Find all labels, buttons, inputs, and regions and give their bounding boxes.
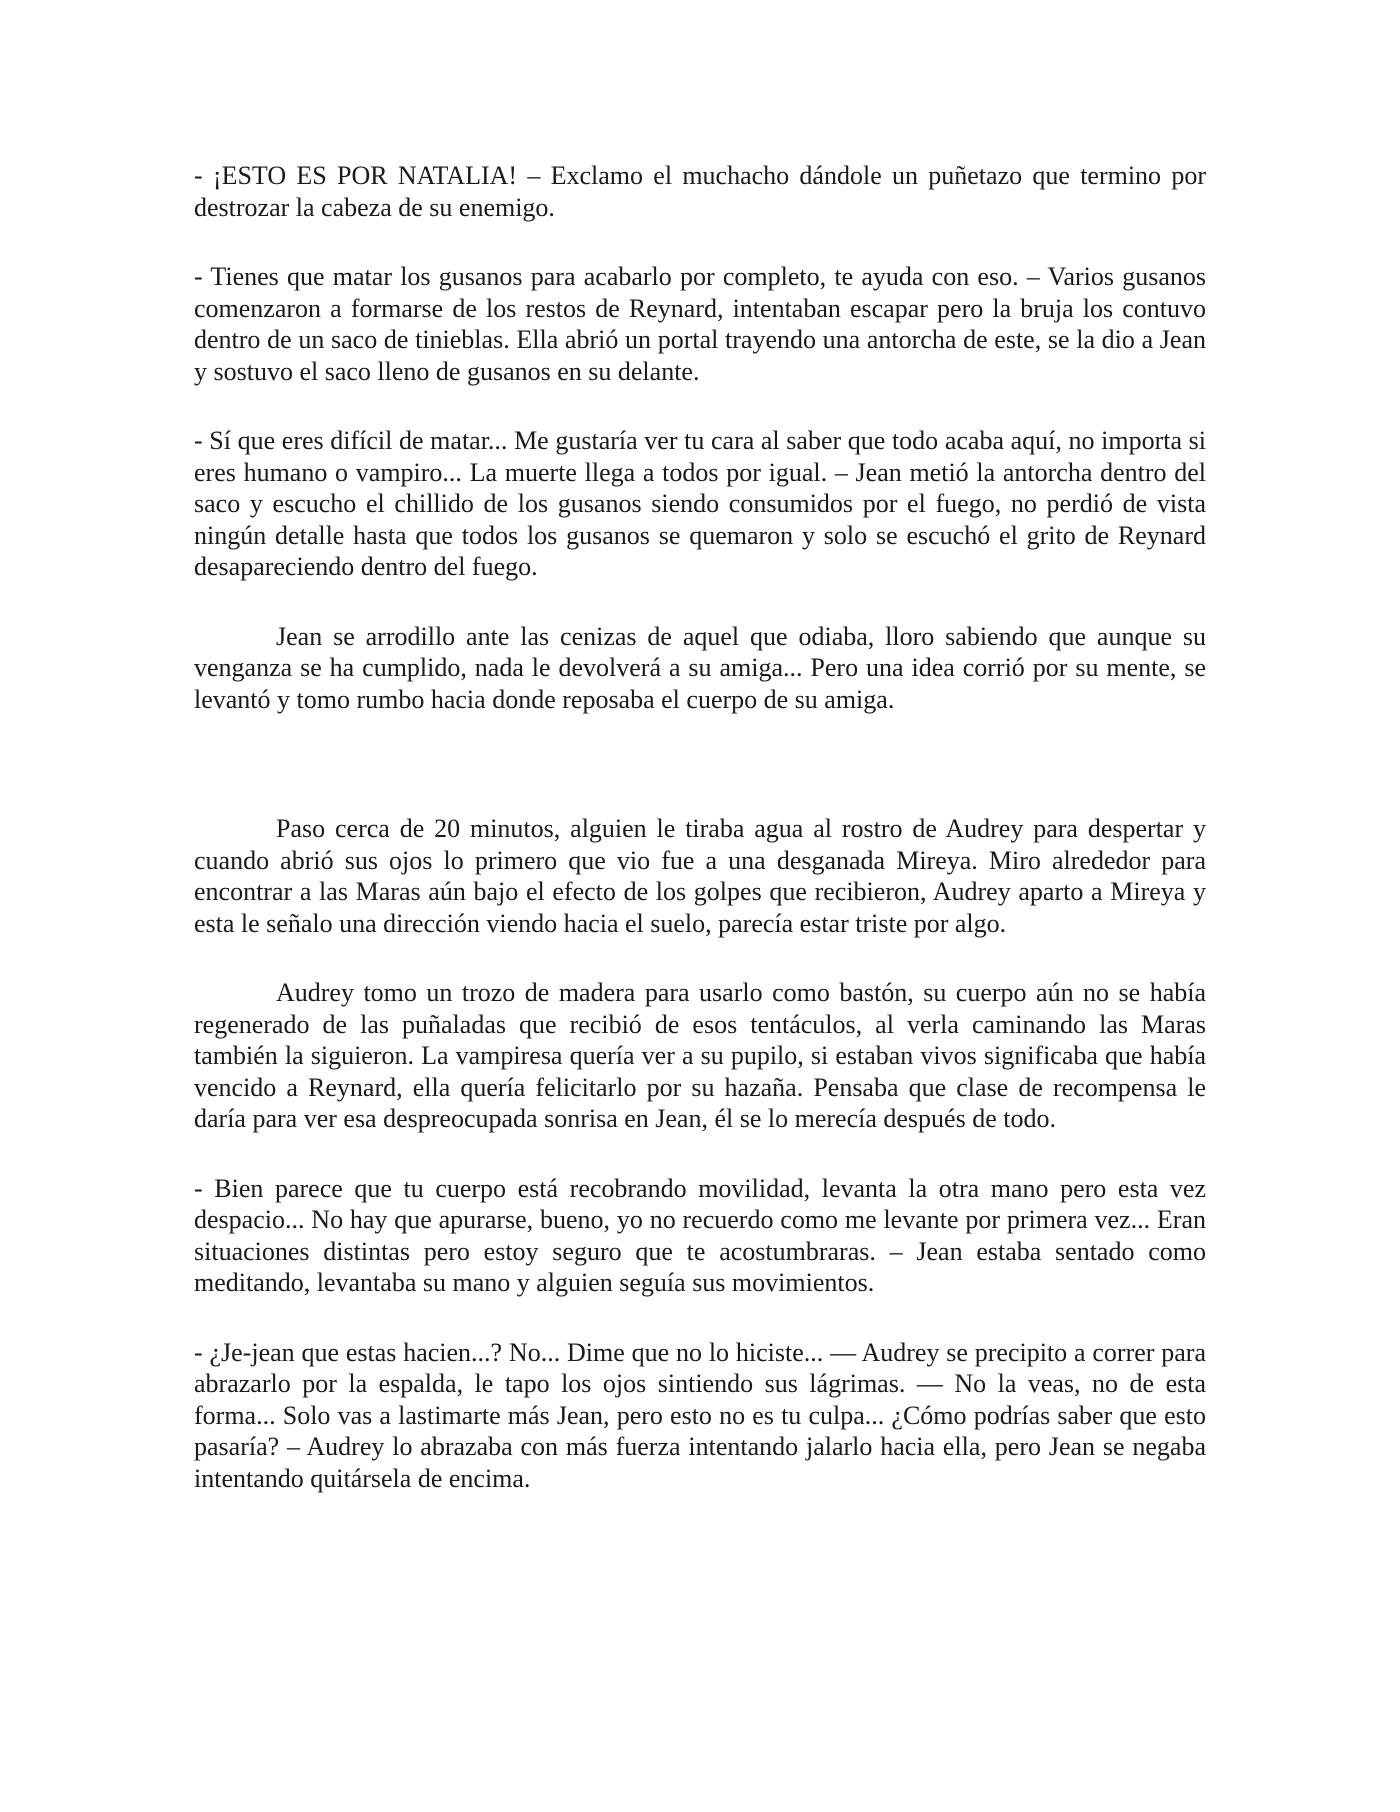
paragraph-6: Audrey tomo un trozo de madera para usarlo como bastón, su cuerpo aún no se había regenerado de las puñaladas que recibió de esos tentáculos, al verla caminando las Maras también la siguieron. La vampiresa quería ver a su pupilo, si estaban vivos significaba que había vencido a Reynard, ella quería felicitarlo por su hazaña. Pensaba que clase de recompensa le daría para ver esa despreocupada sonrisa en Jean, él se lo merecía después de todo. <box>194 978 1206 1133</box>
paragraph-3: - Sí que eres difícil de matar... Me gustaría ver tu cara al saber que todo acaba aquí, no importa si eres humano o vampiro... La muerte llega a todos por igual. – Jean metió la antorcha dentro del saco y escucho el chillido de los gusanos siendo consumidos por el fuego, no perdió de vista ningún detalle hasta que todos los gusanos se quemaron y solo se escuchó el grito de Reynard desapareciendo dentro del fuego. <box>194 426 1206 581</box>
paragraph-8: - ¿Je-jean que estas hacien...? No... Dime que no lo hiciste... — Audrey se precipito a correr para abrazarlo por la espalda, le tapo los ojos sintiendo sus lágrimas. — No la veas, no de esta forma... Solo vas a lastimarte más Jean, pero esto no es tu culpa... ¿Cómo podrías saber que esto pasaría? – Audrey lo abrazaba con más fuerza intentando jalarlo hacia ella, pero Jean se negaba intentando quitársela de encima. <box>194 1337 1206 1493</box>
paragraph-4: Jean se arrodillo ante las cenizas de aquel que odiaba, lloro sabiendo que aunque su venganza se ha cumplido, nada le devolverá a su amiga... Pero una idea corrió por su mente, se levantó y tomo rumbo hacia donde reposaba el cuerpo de su amiga. <box>194 621 1206 714</box>
paragraph-1: - ¡ESTO ES POR NATALIA! – Exclamo el muchacho dándole un puñetazo que termino por destrozar la cabeza de su enemigo. <box>194 161 1206 222</box>
document-body <box>194 160 1206 1532</box>
paragraph-5: Paso cerca de 20 minutos, alguien le tiraba agua al rostro de Audrey para despertar y cuando abrió sus ojos lo primero que vio fue a una desganada Mireya. Miro alrededor para encontrar a las Maras aún bajo el efecto de los golpes que recibieron, Audrey aparto a Mireya y esta le señalo una dirección viendo hacia el suelo, parecía estar triste por algo. <box>194 814 1206 938</box>
section-break <box>194 753 1206 813</box>
paragraph-7: - Bien parece que tu cuerpo está recobrando movilidad, levanta la otra mano pero esta vez despacio... No hay que apurarse, bueno, yo no recuerdo como me levante por primera vez... Eran situaciones distintas pero estoy seguro que te acostumbraras. – Jean estaba sentado como meditando, levantaba su mano y alguien seguía sus movimientos. <box>194 1173 1206 1297</box>
paragraph-2: - Tienes que matar los gusanos para acabarlo por completo, te ayuda con eso. – Varios gusanos comenzaron a formarse de los restos de Reynard, intentaban escapar pero la bruja los contuvo dentro de un saco de tinieblas. Ella abrió un portal trayendo una antorcha de este, se la dio a Jean y sostuvo el saco lleno de gusanos en su delante. <box>194 262 1206 386</box>
